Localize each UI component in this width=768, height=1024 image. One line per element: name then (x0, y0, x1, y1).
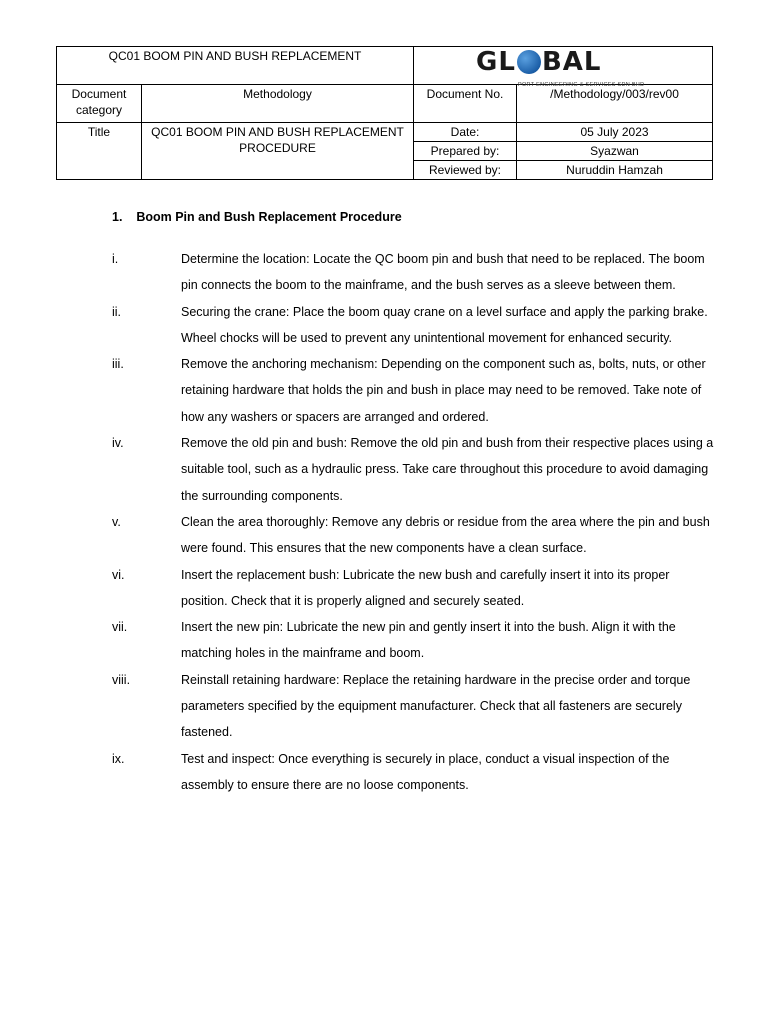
list-item (56, 562, 716, 615)
title-label: Title (57, 123, 142, 180)
title-value: QC01 BOOM PIN AND BUSH REPLACEMENT PROCEDURE (142, 123, 414, 180)
globe-icon (517, 50, 541, 74)
logo-subtitle: PORT ENGINEERING & SERVICES SDN BHD (518, 82, 645, 88)
date-value: 05 July 2023 (517, 123, 713, 142)
step-text: Determine the location: Locate the QC boom pin and bush that need to be replaced. The boom pin connects the boom to the mainframe, and the bush serves as a sleeve between them. (181, 252, 705, 293)
document-no-label: Document No. (414, 85, 517, 123)
prepared-by-value: Syazwan (517, 142, 713, 161)
doc-title: QC01 BOOM PIN AND BUSH REPLACEMENT (57, 47, 414, 85)
step-number: ii. (112, 304, 122, 319)
reviewed-by-value: Nuruddin Hamzah (517, 161, 713, 180)
step-text: Clean the area thoroughly: Remove any debris or residue from the area where the pin and bush were found. This ensures that the new components have a clean surface. (181, 514, 710, 556)
list-item (56, 667, 716, 746)
document-no-value: /Methodology/003/rev00 (517, 85, 713, 123)
step-text: Insert the new pin: Lubricate the new pin and gently insert it into the bush. Align it with the matching holes in the mainframe and boom. (181, 620, 676, 661)
list-item (56, 299, 716, 352)
step-number: vii. (112, 620, 128, 635)
step-number: v. (112, 514, 121, 529)
list-item (56, 246, 716, 299)
step-number: vi. (112, 567, 125, 582)
document-category-label: Document category (57, 85, 142, 123)
list-item (56, 746, 716, 799)
list-item (56, 351, 716, 430)
step-text: Insert the replacement bush: Lubricate the new bush and carefully insert it into its proper position. Check that it is properly aligned and securely seated. (181, 567, 670, 608)
prepared-by-label: Prepared by: (414, 142, 517, 161)
step-text: Securing the crane: Place the boom quay crane on a level surface and apply the parking brake. Wheel chocks will be used to prevent any unintentional movement for enhanced security. (181, 304, 708, 345)
document-header-table (56, 46, 713, 180)
reviewed-by-label: Reviewed by: (414, 161, 517, 180)
step-number: viii. (112, 672, 131, 687)
step-number: iv. (112, 436, 124, 451)
step-number: iii. (112, 357, 124, 372)
step-text: Reinstall retaining hardware: Replace the retaining hardware in the precise order and torque parameters specified by the equipment manufacturer. Check that all fasteners are securely fastened. (181, 672, 691, 740)
step-text: Remove the anchoring mechanism: Depending on the component such as, bolts, nuts, or other retaining hardware that holds the pin and bush in place may need to be removed. Take note of how any washers or spacers are arranged and ordered. (181, 357, 706, 424)
company-logo: GL BAL PORT ENGINEERING & SERVICES SDN BHD (414, 47, 713, 85)
procedure-steps-list (56, 246, 716, 798)
date-label: Date: (414, 123, 517, 142)
list-item (56, 509, 716, 562)
step-text: Test and inspect: Once everything is securely in place, conduct a visual inspection of the assembly to ensure there are no loose components. (181, 751, 670, 792)
step-number: i. (112, 252, 119, 266)
section-heading: 1. Boom Pin and Bush Replacement Procedure (112, 210, 402, 224)
list-item (56, 614, 716, 667)
step-number: ix. (112, 751, 125, 766)
document-category-value: Methodology (142, 85, 414, 123)
step-text: Remove the old pin and bush: Remove the old pin and bush from their respective places using a suitable tool, such as a hydraulic press. Take care throughout this procedure to avoid damaging the surrounding components. (181, 436, 714, 503)
list-item (56, 430, 716, 509)
